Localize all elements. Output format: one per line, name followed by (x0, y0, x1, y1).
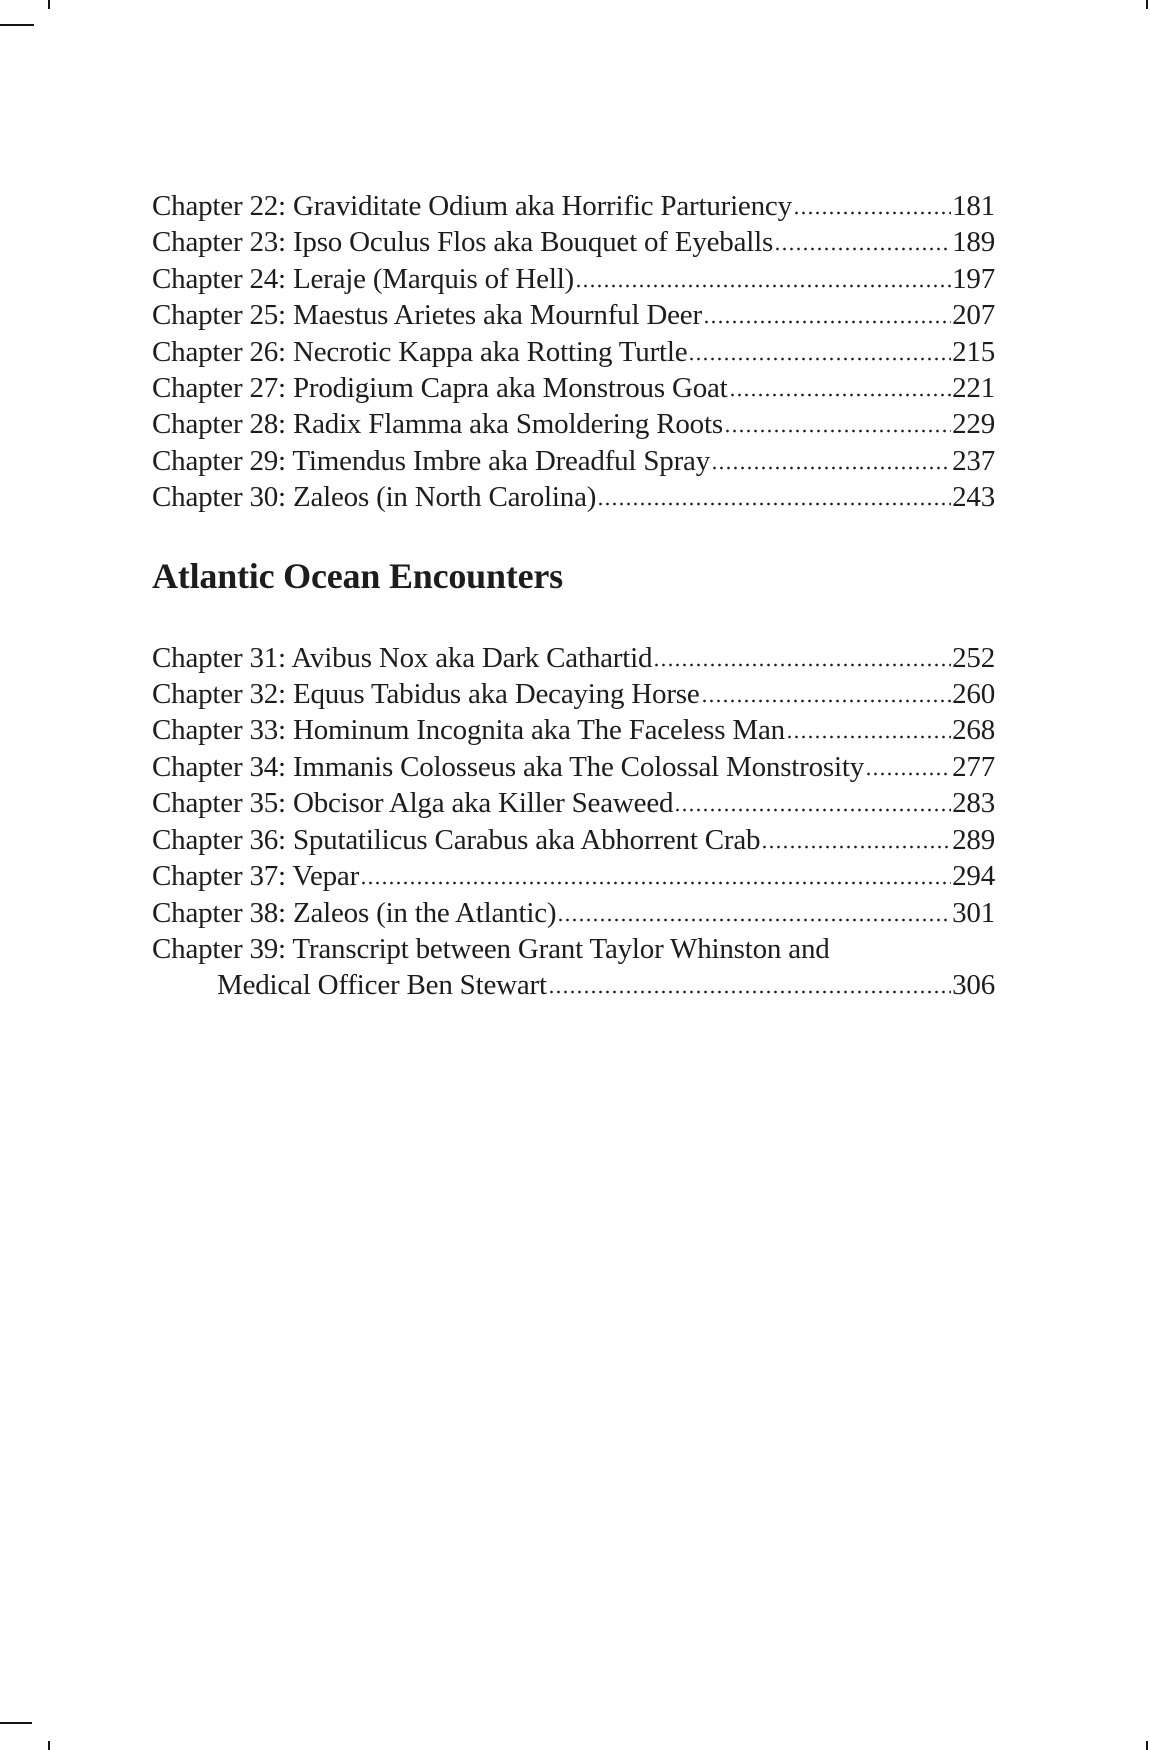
toc-entry-page-number: 207 (952, 299, 995, 332)
toc-entry-label: Chapter 33: Hominum Incognita aka The Faceless Man (152, 714, 785, 747)
crop-mark-bottom-left-horizontal (0, 1722, 32, 1724)
toc-entry-page-number: 221 (952, 372, 995, 405)
toc-entry-page-number: 189 (952, 226, 995, 259)
toc-leader-dots (724, 429, 951, 433)
toc-entry-page-number: 181 (952, 190, 995, 222)
toc-entry-label: Chapter 26: Necrotic Kappa aka Rotting Turtle (152, 335, 688, 368)
toc-entry-page-number: 229 (952, 408, 995, 441)
toc-list-atlantic (152, 640, 995, 1004)
toc-entry-page-number: 289 (952, 823, 995, 856)
toc-list-continued (152, 188, 995, 516)
toc-entry-row (152, 479, 995, 515)
toc-entry-label: Chapter 34: Immanis Colosseus aka The Colossal Monstrosity (152, 750, 865, 783)
toc-entry-row (152, 261, 995, 297)
toc-leader-dots (774, 247, 951, 251)
crop-mark-bottom-left-vertical (48, 1741, 50, 1750)
toc-entry-label: Chapter 39: Transcript between Grant Taylor Whinston and (152, 932, 830, 965)
toc-entry-row (152, 297, 995, 333)
toc-leader-dots (786, 735, 951, 739)
toc-entry-row (152, 712, 995, 748)
toc-leader-dots (597, 502, 951, 506)
toc-entry-page-number: 197 (952, 262, 995, 295)
toc-entry-row (152, 370, 995, 406)
toc-entry-label: Chapter 29: Timendus Imbre aka Dreadful Spray (152, 444, 711, 477)
toc-entry-page-number: 268 (952, 714, 995, 747)
toc-entry-label: Chapter 24: Leraje (Marquis of Hell) (152, 262, 575, 295)
toc-entry-label: Chapter 35: Obcisor Alga aka Killer Seaweed (152, 787, 674, 820)
toc-leader-dots (548, 990, 951, 994)
toc-leader-dots (557, 918, 951, 922)
toc-entry-row (152, 858, 995, 894)
toc-entry-row (152, 443, 995, 479)
toc-leader-dots (793, 211, 951, 215)
toc-entry-label: Chapter 38: Zaleos (in the Atlantic) (152, 896, 557, 929)
crop-mark-bottom-right-vertical (1146, 1741, 1148, 1750)
toc-leader-dots (703, 320, 951, 324)
toc-leader-dots (711, 466, 951, 470)
toc-entry-page-number: 243 (952, 481, 995, 514)
toc-entry-page-number: 237 (952, 444, 995, 477)
toc-entry-row (152, 640, 995, 676)
crop-mark-top-left-vertical (48, 0, 50, 9)
toc-leader-dots (729, 393, 952, 397)
toc-entry-row (152, 334, 995, 370)
toc-entry-row (152, 749, 995, 785)
toc-entry-label: Chapter 32: Equus Tabidus aka Decaying Horse (152, 678, 700, 711)
toc-entry-page-number: 301 (952, 896, 995, 929)
toc-entry-label: Chapter 30: Zaleos (in North Carolina) (152, 481, 597, 514)
toc-entry-page-number: 252 (952, 641, 995, 674)
toc-entry-row (152, 224, 995, 260)
toc-leader-dots (653, 663, 951, 667)
toc-entry-row (152, 406, 995, 442)
toc-leader-dots (360, 881, 951, 885)
toc-entry-page-number: 294 (952, 860, 995, 893)
toc-entry-label: Chapter 28: Radix Flamma aka Smoldering Roots (152, 408, 723, 441)
toc-entry-page-number: 215 (952, 335, 995, 368)
toc-entry-row (152, 931, 995, 967)
table-of-contents (152, 188, 995, 1004)
crop-mark-top-right-vertical (1146, 0, 1148, 9)
toc-entry-label: Medical Officer Ben Stewart (217, 969, 547, 1002)
toc-leader-dots (701, 699, 952, 703)
toc-entry-row (152, 676, 995, 712)
toc-entry-label: Chapter 22: Graviditate Odium aka Horrific Parturiency (152, 190, 792, 222)
toc-leader-dots (674, 808, 951, 812)
toc-entry-row (152, 967, 995, 1003)
toc-entry-row (152, 895, 995, 931)
toc-entry-label: Chapter 27: Prodigium Capra aka Monstrous Goat (152, 372, 728, 405)
toc-entry-page-number: 283 (952, 787, 995, 820)
toc-entry-label: Chapter 37: Vepar (152, 860, 360, 893)
toc-entry-row (152, 188, 995, 224)
toc-entry-row (152, 822, 995, 858)
toc-leader-dots (575, 284, 951, 288)
section-heading-atlantic-ocean-encounters: Atlantic Ocean Encounters (152, 555, 563, 596)
toc-entry-label: Chapter 25: Maestus Arietes aka Mournful Deer (152, 299, 702, 332)
toc-entry-row (152, 785, 995, 821)
toc-entry-label: Chapter 23: Ipso Oculus Flos aka Bouquet of Eyeballs (152, 226, 774, 259)
toc-entry-label: Chapter 36: Sputatilicus Carabus aka Abhorrent Crab (152, 823, 761, 856)
toc-entry-label: Chapter 31: Avibus Nox aka Dark Cathartid (152, 641, 653, 674)
toc-entry-page-number: 306 (952, 969, 995, 1002)
toc-leader-dots (865, 772, 951, 776)
toc-entry-page-number: 260 (952, 678, 995, 711)
toc-leader-dots (761, 845, 951, 849)
toc-leader-dots (688, 357, 951, 361)
toc-entry-page-number: 277 (952, 750, 995, 783)
crop-mark-top-left-horizontal (0, 24, 34, 26)
